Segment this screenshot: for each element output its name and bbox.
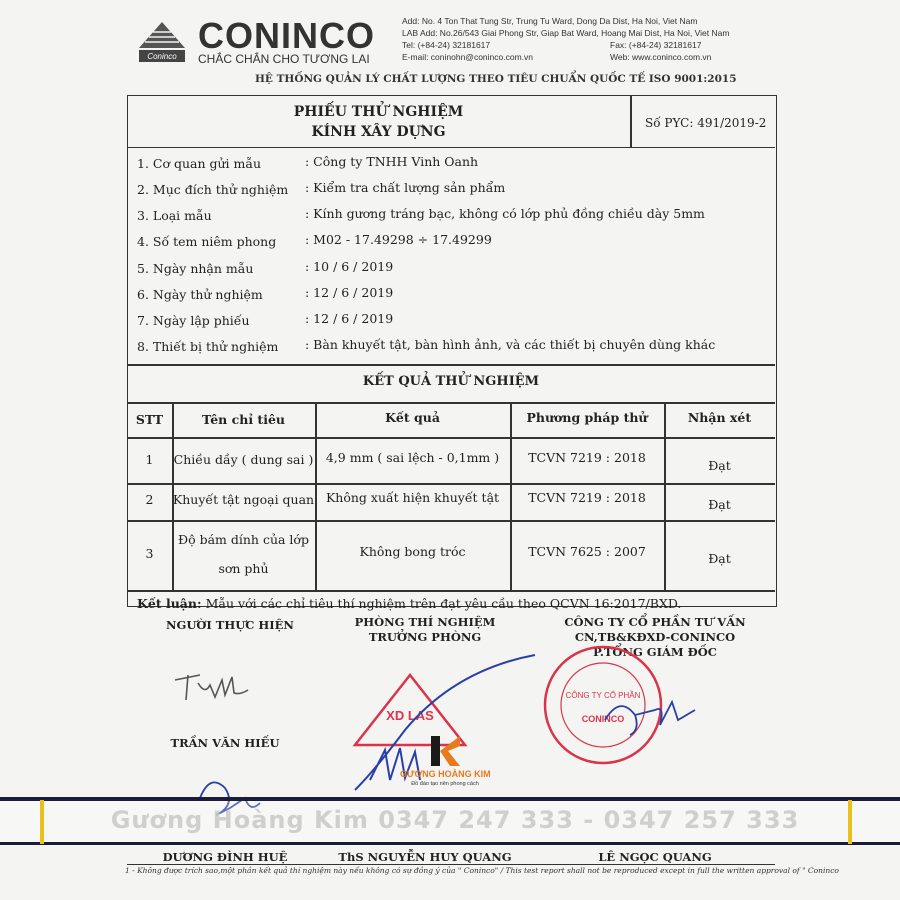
row-method: TCVN 7219 : 2018: [528, 490, 646, 505]
row-result: 4,9 mm ( sai lệch - 0,1mm ): [325, 450, 500, 465]
row-name: Độ bám dính của lớp: [178, 532, 309, 547]
info-label: 2. Mục đích thử nghiệm: [137, 182, 289, 197]
table-line: [127, 590, 775, 592]
info-value: : 12 / 6 / 2019: [305, 285, 394, 300]
logo-caption: Coninco: [147, 52, 177, 61]
info-label: 7. Ngày lập phiếu: [137, 313, 250, 328]
row-result: Không xuất hiện khuyết tật: [325, 490, 500, 505]
performer-title: NGƯỜI THỰC HIỆN: [166, 618, 294, 632]
lab-stamp-text: XD LAS: [386, 708, 434, 723]
info-label: 3. Loại mẫu: [137, 208, 212, 223]
person2-name: DƯƠNG ĐÌNH HUỆ: [162, 850, 288, 864]
director-title: P.TỔNG GIÁM ĐỐC: [593, 645, 717, 659]
divider: [127, 364, 775, 366]
report-subtitle: KÍNH XÂY DỰNG: [311, 124, 446, 140]
info-value: : Công ty TNHH Vinh Oanh: [305, 154, 479, 169]
shop-tagline: Đồ đáo tạo nên phong cách: [411, 781, 479, 787]
row-remark: Đạt: [708, 458, 731, 473]
company-stamp-brand: CONINCO: [581, 714, 625, 724]
col-header-method: Phương pháp thử: [526, 410, 648, 425]
pyc-number: Số PYC: 491/2019-2: [645, 116, 767, 130]
performer-name: TRẦN VĂN HIẾU: [170, 736, 280, 750]
row-stt: 1: [145, 452, 154, 467]
table-line: [127, 402, 775, 404]
row-method: TCVN 7219 : 2018: [528, 450, 646, 465]
lab-address: LAB Add: No.26/543 Giai Phong Str, Giap Bat Ward, Hoang Mai Dist, Ha Noi, Viet Nam: [402, 28, 730, 38]
table-line: [127, 520, 775, 522]
lab-title: PHÒNG THÍ NGHIỆM: [354, 615, 496, 629]
info-value: : 10 / 6 / 2019: [305, 259, 394, 274]
coninco-logo-icon: [137, 18, 187, 64]
company-address: Add: No. 4 Ton That Tung Str, Trung Tu Ward, Dong Da Dist, Ha Noi, Viet Nam: [402, 16, 698, 26]
info-value: : Kiểm tra chất lượng sản phẩm: [305, 180, 506, 195]
company-title-2: CN,TB&KĐXD-CONINCO: [574, 630, 736, 644]
row-result: Không bong tróc: [359, 544, 466, 559]
director-signature: [600, 690, 710, 740]
info-value: : 12 / 6 / 2019: [305, 311, 394, 326]
footer-note: 1 - Không được trích sao,một phần kết quả thí nghiệm này nếu không có sự đồng ý của " Coninco" / This test report shall not be reproduced except in full the written approval of " Coninco: [125, 866, 839, 875]
col-header-stt: STT: [135, 412, 164, 427]
results-heading: KẾT QUẢ THỬ NGHIỆM: [362, 374, 540, 389]
lab-head-name: ThS NGUYỄN HUY QUANG: [338, 850, 512, 864]
email: E-mail: coninohn@coninco.com.vn: [402, 52, 533, 62]
row-stt: 2: [145, 492, 154, 507]
title-divider: [630, 95, 632, 147]
info-value: : Kính gương tráng bạc, không có lớp phủ đồng chiều dày 5mm: [305, 206, 705, 221]
info-label: 4. Số tem niêm phong: [137, 234, 277, 249]
conclusion: [137, 596, 681, 611]
banner-left-edge: [40, 800, 44, 844]
iso-statement: HỆ THỐNG QUẢN LÝ CHẤT LƯỢNG THEO TIÊU CHUẨN QUỐC TẾ ISO 9001:2015: [255, 73, 737, 85]
performer-signature: [170, 665, 270, 710]
table-line: [127, 437, 775, 439]
row-name: Khuyết tật ngoại quan: [172, 492, 315, 507]
info-value: : Bàn khuyết tật, bàn hình ảnh, và các thiết bị chuyên dùng khác: [305, 337, 716, 352]
col-header-name: Tên chỉ tiêu: [202, 412, 285, 427]
fax: Fax: (+84-24) 32181617: [610, 40, 702, 50]
col-header-remark: Nhận xét: [687, 410, 752, 425]
website: Web: www.coninco.com.vn: [610, 52, 712, 62]
row-stt: 3: [145, 546, 154, 561]
banner-bottom-bar: [0, 842, 900, 845]
row-method: TCVN 7625 : 2007: [528, 544, 646, 559]
info-label: 8. Thiết bị thử nghiệm: [137, 339, 279, 354]
director-name: LÊ NGỌC QUANG: [598, 850, 712, 864]
gương-hoàng-kim-logo-icon: [428, 734, 464, 768]
col-header-result: Kết quả: [385, 410, 440, 425]
shop-name: GƯƠNG HOÀNG KIM: [400, 769, 491, 779]
info-value: : M02 - 17.49298 ÷ 17.49299: [305, 232, 492, 247]
watermark-phone-text: Gương Hoàng Kim 0347 247 333 - 0347 257 333: [110, 806, 800, 834]
brand-slogan: CHẮC CHẮN CHO TƯƠNG LAI: [198, 52, 370, 66]
company-stamp-text: CÔNG TY CỔ PHẦN: [565, 691, 641, 700]
company-title: CÔNG TY CỔ PHẦN TƯ VẤN: [564, 615, 746, 629]
report-title: PHIẾU THỬ NGHIỆM: [293, 104, 464, 120]
info-label: 6. Ngày thử nghiệm: [137, 287, 263, 302]
banner-top-bar: [0, 797, 900, 801]
footer-divider: [127, 864, 775, 865]
brand-name: CONINCO: [198, 15, 375, 56]
row-name: Chiều dầy ( dung sai ): [173, 452, 314, 467]
row-name-cont: sơn phủ: [218, 561, 269, 576]
table-line: [127, 483, 775, 485]
row-remark: Đạt: [708, 497, 731, 512]
phone: Tel: (+84-24) 32181617: [402, 40, 491, 50]
lab-head-title: TRƯỞNG PHÒNG: [368, 630, 482, 644]
conclusion-label: Kết luận:: [137, 596, 202, 611]
info-label: 1. Cơ quan gửi mẫu: [137, 156, 262, 171]
row-remark: Đạt: [708, 551, 731, 566]
info-label: 5. Ngày nhận mẫu: [137, 261, 254, 276]
conclusion-text: Mẫu với các chỉ tiêu thí nghiệm trên đạt yêu cầu theo QCVN 16:2017/BXD.: [201, 596, 682, 611]
